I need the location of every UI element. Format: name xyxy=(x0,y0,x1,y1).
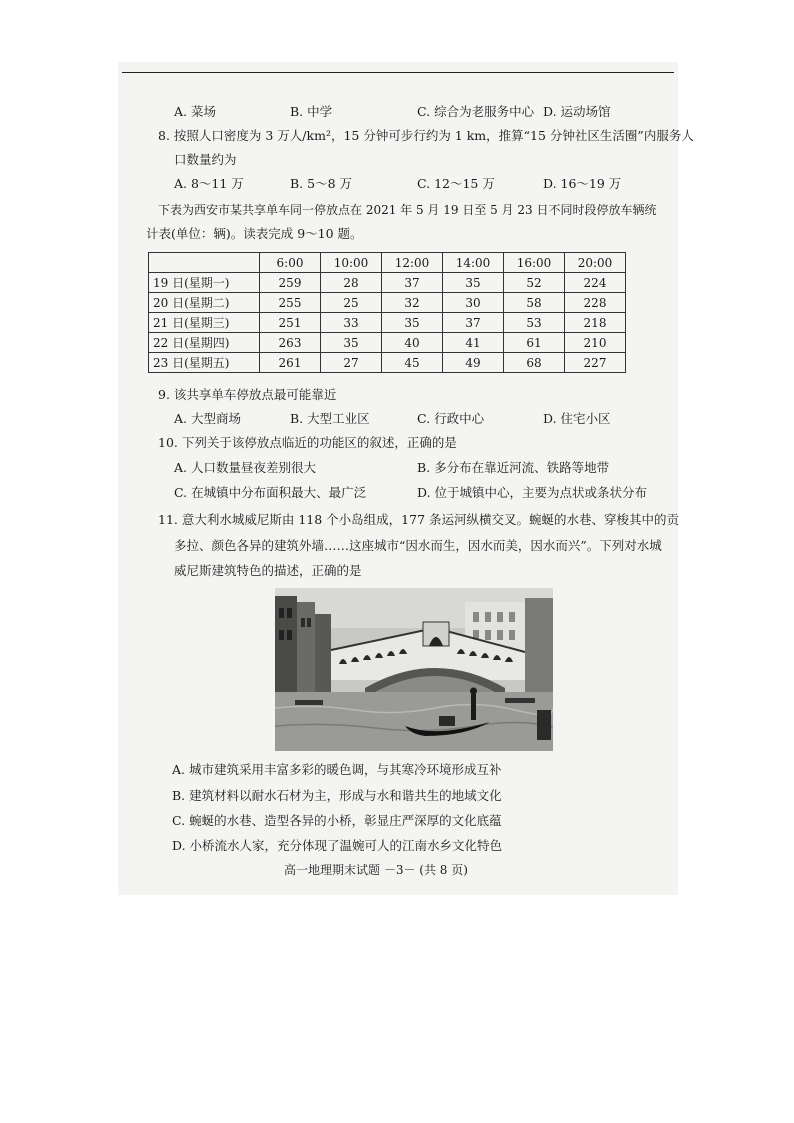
q7-option-d: D. 运动场馆 xyxy=(543,104,611,119)
table-cell: 68 xyxy=(504,353,565,373)
q10-option-d: D. 位于城镇中心，主要为点状或条状分布 xyxy=(417,485,648,500)
table-header-cell: 12:00 xyxy=(382,253,443,273)
q8-option-d: D. 16～19 万 xyxy=(543,176,622,191)
table-cell: 32 xyxy=(382,293,443,313)
table-cell: 37 xyxy=(382,273,443,293)
table-cell: 58 xyxy=(504,293,565,313)
q11-option-a: A. 城市建筑采用丰富多彩的暖色调，与其寒冷环境形成互补 xyxy=(172,762,502,777)
table-cell: 28 xyxy=(321,273,382,293)
table-cell: 53 xyxy=(504,313,565,333)
table-cell: 33 xyxy=(321,313,382,333)
table-header-cell: 6:00 xyxy=(260,253,321,273)
table-cell: 61 xyxy=(504,333,565,353)
table-header-cell: 10:00 xyxy=(321,253,382,273)
table-cell: 261 xyxy=(260,353,321,373)
table-row xyxy=(149,333,626,353)
table-row xyxy=(149,293,626,313)
q8-stem-line1: 8. 按照人口密度为 3 万人/km²，15 分钟可步行约为 1 km，推算“15 分钟社区生活圈”内服务人 xyxy=(158,128,694,143)
table-cell: 30 xyxy=(443,293,504,313)
q10-option-a: A. 人口数量昼夜差别很大 xyxy=(174,460,316,475)
q7-option-c: C. 综合为老服务中心 xyxy=(417,104,535,119)
row-label: 23 日(星期五) xyxy=(149,353,260,373)
q8-option-a: A. 8～11 万 xyxy=(174,176,244,191)
q11-option-d: D. 小桥流水人家，充分体现了温婉可人的江南水乡文化特色 xyxy=(172,838,503,853)
table-row xyxy=(149,273,626,293)
q9-option-d: D. 住宅小区 xyxy=(543,411,611,426)
q9-option-b: B. 大型工业区 xyxy=(290,411,370,426)
q11-option-b: B. 建筑材料以耐水石材为主，形成与水和谐共生的地域文化 xyxy=(172,788,502,803)
table-corner-cell xyxy=(149,253,260,273)
q9-stem: 9. 该共享单车停放点最可能靠近 xyxy=(158,387,337,402)
table-cell: 251 xyxy=(260,313,321,333)
q8-stem-line2: 口数量约为 xyxy=(174,152,237,167)
table-cell: 27 xyxy=(321,353,382,373)
table-cell: 35 xyxy=(382,313,443,333)
table-cell: 37 xyxy=(443,313,504,333)
table-cell: 40 xyxy=(382,333,443,353)
q9-option-c: C. 行政中心 xyxy=(417,411,485,426)
page-footer: 高一地理期末试题 －3－ (共 8 页) xyxy=(284,863,468,877)
q9-option-a: A. 大型商场 xyxy=(174,411,241,426)
q11-stem-line3: 威尼斯建筑特色的描述，正确的是 xyxy=(174,563,362,578)
row-label: 19 日(星期一) xyxy=(149,273,260,293)
q11-stem-line1: 11. 意大利水城威尼斯由 118 个小岛组成，177 条运河纵横交叉。蜿蜒的水巷、穿梭其中的贡 xyxy=(158,512,679,527)
table-header-cell: 20:00 xyxy=(565,253,626,273)
table-cell: 45 xyxy=(382,353,443,373)
table-cell: 224 xyxy=(565,273,626,293)
q10-option-b: B. 多分布在靠近河流、铁路等地带 xyxy=(417,460,610,475)
table-cell: 259 xyxy=(260,273,321,293)
table-row xyxy=(149,353,626,373)
table-cell: 255 xyxy=(260,293,321,313)
intro-line2: 计表(单位：辆)。读表完成 9～10 题。 xyxy=(146,226,363,241)
q7-option-a: A. 菜场 xyxy=(174,104,216,119)
table-cell: 210 xyxy=(565,333,626,353)
table-cell: 227 xyxy=(565,353,626,373)
table-cell: 35 xyxy=(443,273,504,293)
table-cell: 228 xyxy=(565,293,626,313)
row-label: 21 日(星期三) xyxy=(149,313,260,333)
q8-option-b: B. 5～8 万 xyxy=(290,176,353,191)
table-row xyxy=(149,313,626,333)
row-label: 22 日(星期四) xyxy=(149,333,260,353)
q10-option-c: C. 在城镇中分布面积最大、最广泛 xyxy=(174,485,367,500)
table-cell: 263 xyxy=(260,333,321,353)
q11-option-c: C. 蜿蜒的水巷、造型各异的小桥，彰显庄严深厚的文化底蕴 xyxy=(172,813,502,828)
intro-line1: 下表为西安市某共享单车同一停放点在 2021 年 5 月 19 日至 5 月 23 日不同时段停放车辆统 xyxy=(158,203,657,217)
table-cell: 218 xyxy=(565,313,626,333)
header-rule xyxy=(122,72,674,73)
row-label: 20 日(星期二) xyxy=(149,293,260,313)
table-cell: 35 xyxy=(321,333,382,353)
q8-option-c: C. 12～15 万 xyxy=(417,176,495,191)
parking-stats-table xyxy=(148,252,626,373)
table-cell: 52 xyxy=(504,273,565,293)
table-cell: 49 xyxy=(443,353,504,373)
q7-option-b: B. 中学 xyxy=(290,104,333,119)
table-cell: 25 xyxy=(321,293,382,313)
venice-rialto-photo xyxy=(275,588,553,751)
q11-stem-line2: 多拉、颜色各异的建筑外墙……这座城市“因水而生，因水而美，因水而兴”。下列对水城 xyxy=(174,538,662,553)
table-header-cell: 16:00 xyxy=(504,253,565,273)
table-cell: 41 xyxy=(443,333,504,353)
table-header-row xyxy=(149,253,626,273)
q10-stem: 10. 下列关于该停放点临近的功能区的叙述，正确的是 xyxy=(158,435,457,450)
table-header-cell: 14:00 xyxy=(443,253,504,273)
